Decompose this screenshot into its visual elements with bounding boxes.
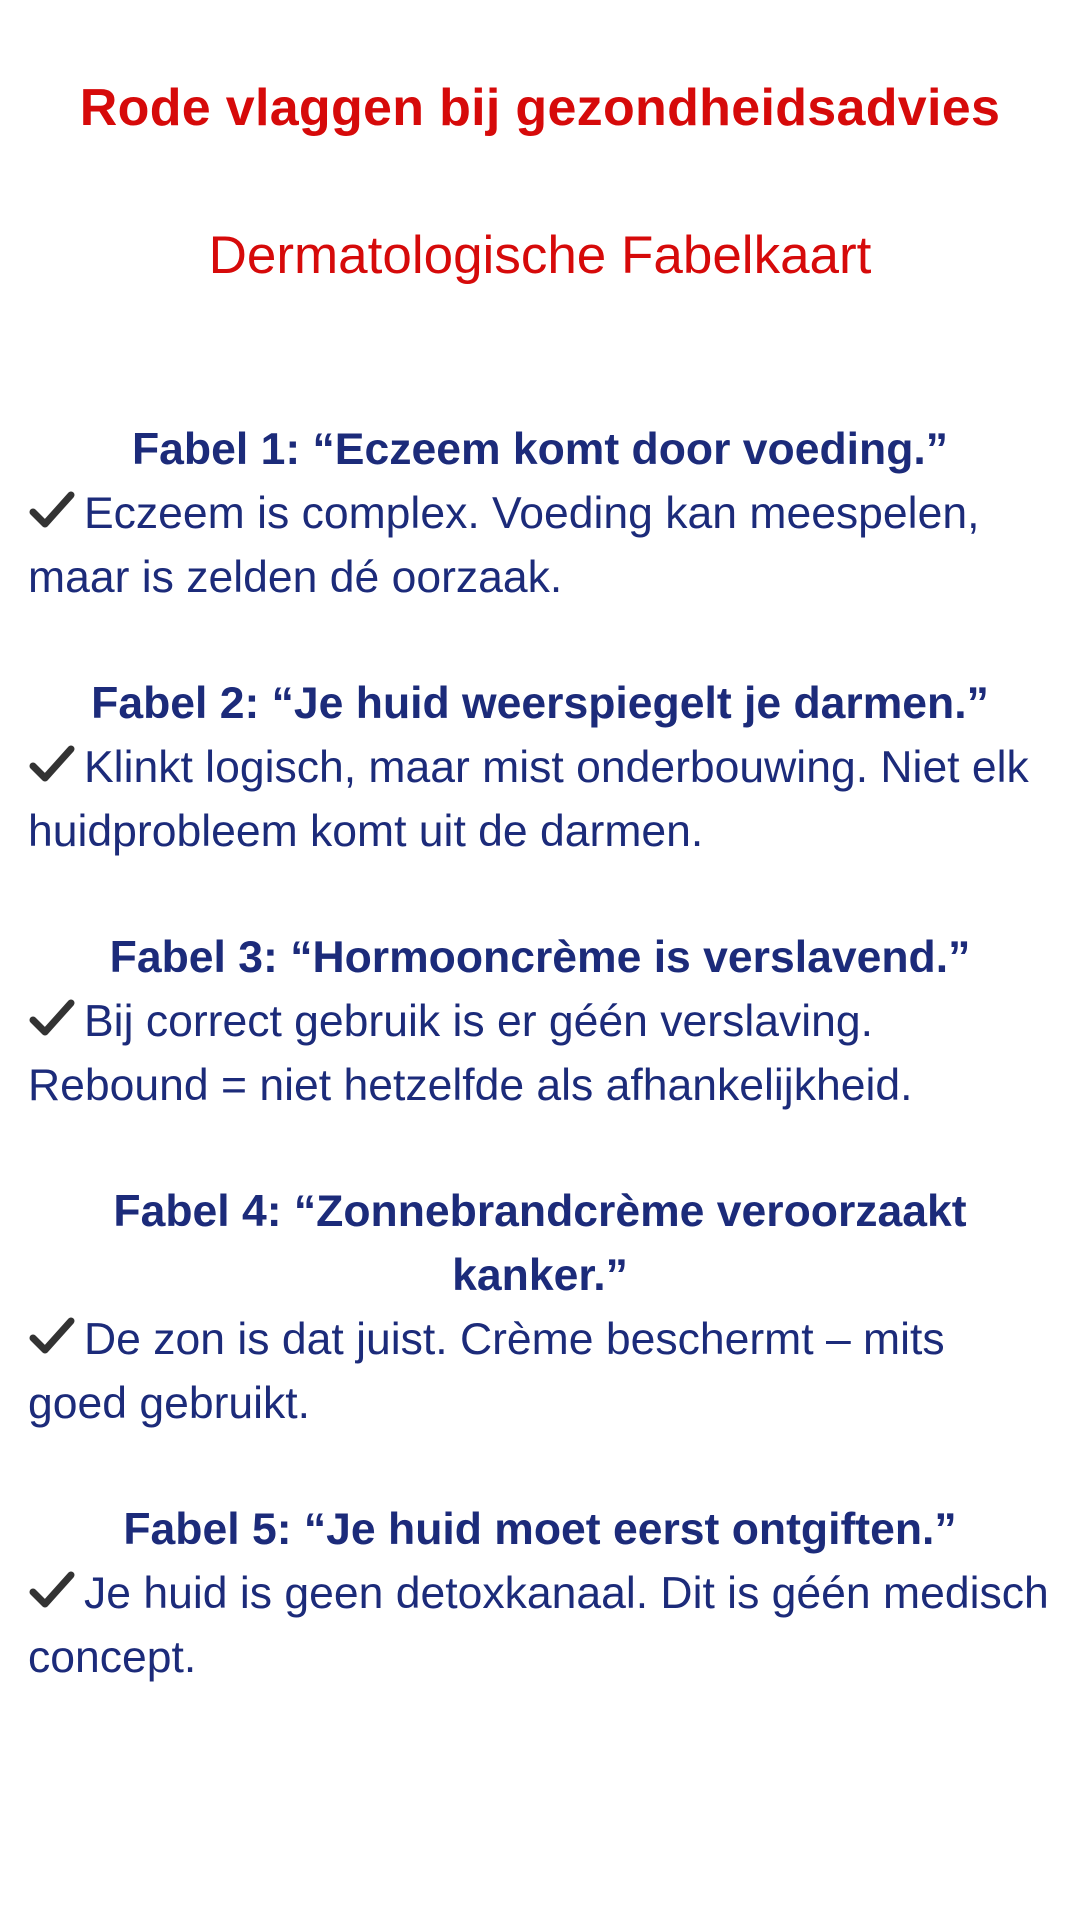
check-mark-icon bbox=[28, 486, 76, 534]
fable-item bbox=[28, 926, 1052, 1118]
check-mark-icon bbox=[28, 1566, 76, 1614]
check-mark-icon bbox=[28, 740, 76, 788]
fable-item bbox=[28, 1498, 1052, 1690]
fable-answer bbox=[28, 736, 1052, 864]
fable-answer-text: Je huid is geen detoxkanaal. Dit is géén medisch concept. bbox=[28, 1569, 1049, 1682]
fable-answer-text: De zon is dat juist. Crème beschermt – mits goed gebruikt. bbox=[28, 1315, 945, 1428]
fable-answer bbox=[28, 1308, 1052, 1436]
fable-item bbox=[28, 1180, 1052, 1436]
fable-answer bbox=[28, 482, 1052, 610]
fable-heading: Fabel 3: “Hormooncrème is verslavend.” bbox=[109, 933, 971, 982]
fable-answer-text: Klinkt logisch, maar mist onderbouwing. Niet elk huidprobleem komt uit de darmen. bbox=[28, 743, 1029, 856]
fable-answer-text: Bij correct gebruik is er géén verslaving. Rebound = niet hetzelfde als afhankelijkheid. bbox=[28, 997, 913, 1110]
fable-heading: Fabel 5: “Je huid moet eerst ontgiften.” bbox=[123, 1505, 957, 1554]
fable-item bbox=[28, 418, 1052, 610]
check-mark-icon bbox=[28, 1312, 76, 1360]
page-subtitle: Dermatologische Fabelkaart bbox=[208, 226, 872, 285]
fable-item bbox=[28, 672, 1052, 864]
fable-answer bbox=[28, 990, 1052, 1118]
fable-answer bbox=[28, 1562, 1052, 1690]
fable-heading: Fabel 1: “Eczeem komt door voeding.” bbox=[132, 425, 948, 474]
check-mark-icon bbox=[28, 994, 76, 1042]
fable-list bbox=[28, 418, 1052, 1690]
page-title: Rode vlaggen bij gezondheidsadvies bbox=[79, 79, 1001, 137]
fable-answer-text: Eczeem is complex. Voeding kan meespelen, maar is zelden dé oorzaak. bbox=[28, 489, 980, 602]
fable-heading: Fabel 4: “Zonnebrandcrème veroorzaakt kanker.” bbox=[113, 1187, 967, 1300]
fable-heading: Fabel 2: “Je huid weerspiegelt je darmen.” bbox=[91, 679, 989, 728]
